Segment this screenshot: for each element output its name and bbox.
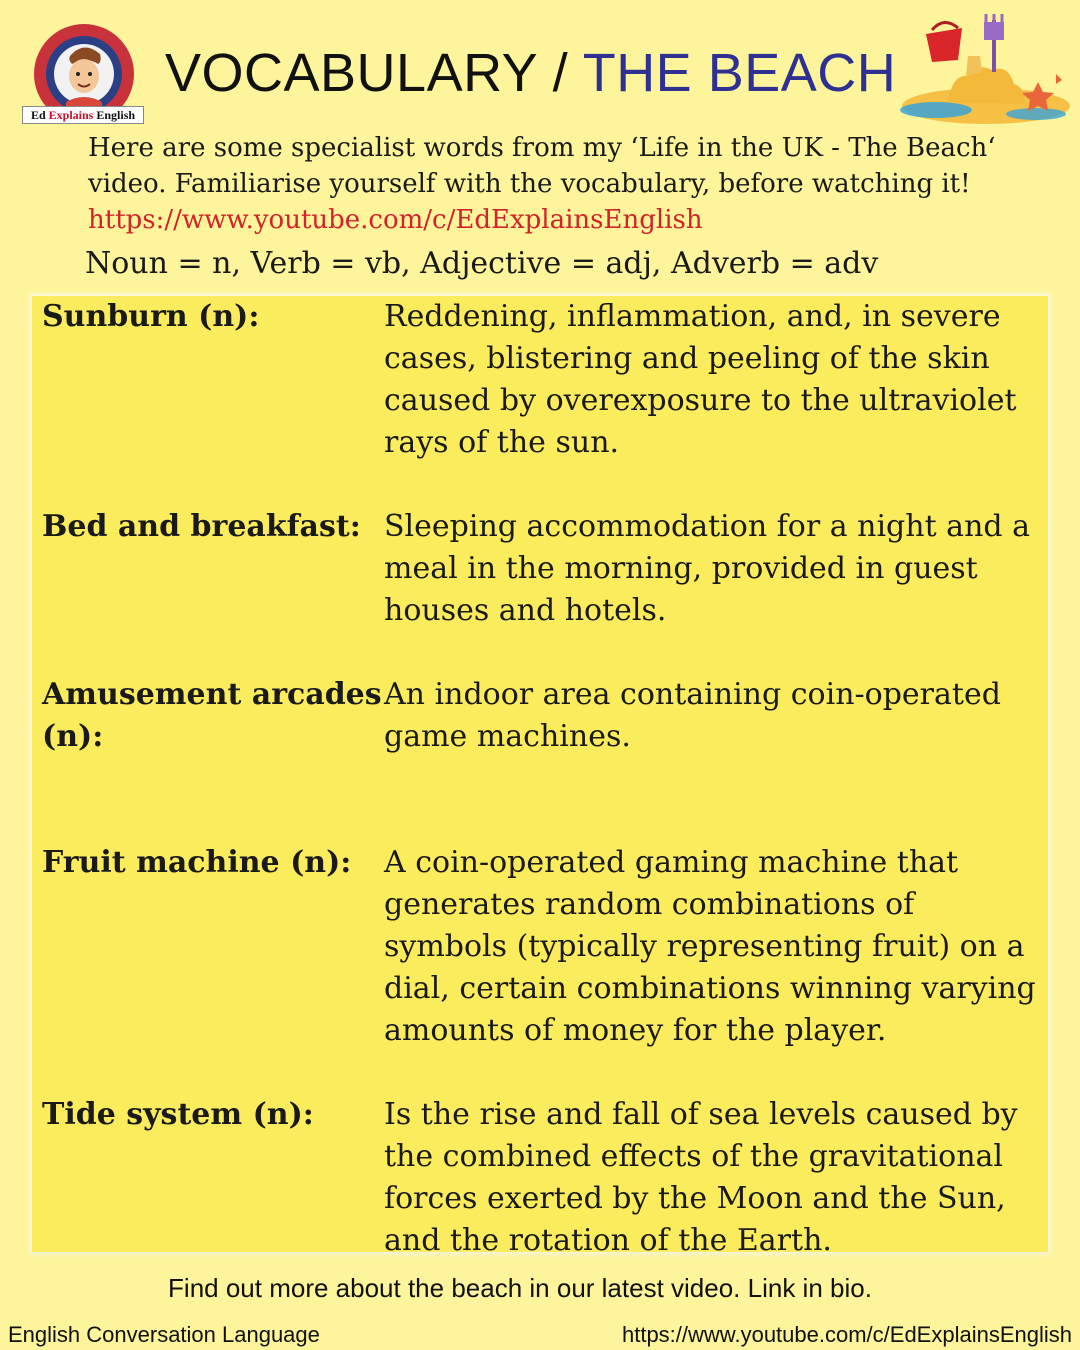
- vocab-term: Bed and breakfast:: [42, 509, 361, 544]
- intro-text: Here are some specialist words from my ‘Life in the UK - The Beach‘ video. Familiarise yourself with the vocabulary, before watching it!: [88, 133, 996, 199]
- title-accent: THE BEACH: [582, 43, 897, 103]
- word-class-legend: Noun = n, Verb = vb, Adjective = adj, Adverb = adv: [85, 246, 879, 281]
- vocab-definition: Sleeping accommodation for a night and a meal in the morning, provided in guest houses and hotels.: [384, 509, 1031, 628]
- intro-paragraph: [88, 130, 1048, 238]
- vocab-definition: A coin-operated gaming machine that generates random combinations of symbols (typically representing fruit) on a dial, certain combinations winning varying amounts of money for the player.: [384, 845, 1036, 1048]
- title-main: VOCABULARY /: [165, 43, 583, 103]
- vocab-term: Fruit machine (n):: [42, 845, 352, 880]
- vocab-term: Tide system (n):: [42, 1097, 314, 1132]
- footer-youtube-link[interactable]: https://www.youtube.com/c/EdExplainsEnglish: [621, 1322, 1072, 1347]
- vocab-definition: Reddening, inflammation, and, in severe cases, blistering and peeling of the skin caused by overexposure to the ultraviolet rays of the sun.: [384, 299, 1017, 460]
- youtube-link[interactable]: https://www.youtube.com/c/EdExplainsEnglish: [88, 205, 703, 235]
- vocabulary-panel: [32, 296, 1048, 1258]
- logo-caption-ed: Ed: [30, 108, 49, 122]
- footer-note: Find out more about the beach in our latest video. Link in bio.: [168, 1273, 872, 1303]
- vocab-term: Amusement arcades (n):: [42, 677, 382, 754]
- sandcastle-icon: [896, 14, 1072, 126]
- vocab-definition: Is the rise and fall of sea levels caused by the combined effects of the gravitational forces exerted by the Moon and the Sun, and the rotation of the Earth.: [384, 1097, 1018, 1258]
- page-title: [165, 40, 896, 106]
- logo-caption-english: English: [93, 108, 136, 122]
- vocab-term: Sunburn (n):: [42, 299, 260, 334]
- logo-caption: [22, 106, 144, 124]
- vocab-definition: An indoor area containing coin-operated game machines.: [384, 677, 1001, 754]
- channel-tagline: English Conversation Language: [8, 1322, 320, 1347]
- logo-caption-explains: Explains: [48, 108, 94, 122]
